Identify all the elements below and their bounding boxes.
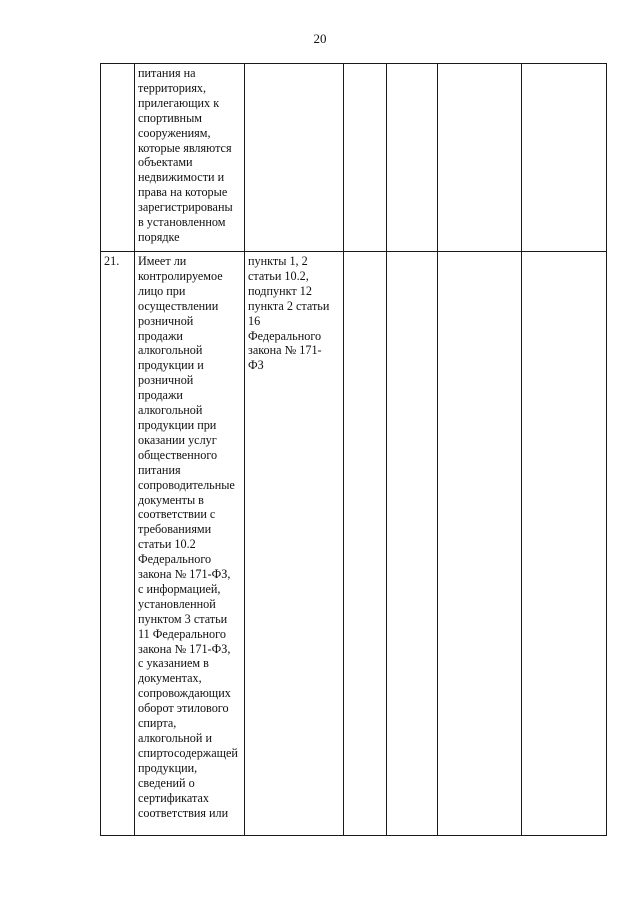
text-line: с информацией, bbox=[138, 581, 221, 596]
text-line: установленной bbox=[138, 596, 216, 611]
text-line: пункты 1, 2 bbox=[248, 254, 308, 268]
text-line: розничной bbox=[138, 313, 194, 328]
text-line: порядке bbox=[138, 229, 180, 244]
empty-cell bbox=[522, 64, 607, 252]
table-row bbox=[101, 252, 607, 836]
text-line: требованиями bbox=[138, 522, 212, 537]
text-line: общественного bbox=[138, 447, 218, 462]
text-line: осуществлении bbox=[138, 298, 219, 313]
text-line: 11 Федерального bbox=[138, 626, 226, 641]
text-line: алкогольной bbox=[138, 343, 203, 358]
text-line: статьи 10.2 bbox=[138, 537, 196, 552]
text-line: сооружениям, bbox=[138, 125, 211, 140]
legal-reference-cell bbox=[245, 64, 344, 252]
text-line: продажи bbox=[138, 388, 183, 403]
text-line: питания на bbox=[138, 66, 196, 80]
text-line: Федерального bbox=[248, 328, 322, 343]
text-line: сведений о bbox=[138, 775, 195, 790]
text-line: подпункт 12 bbox=[248, 283, 312, 298]
empty-cell bbox=[344, 64, 387, 252]
requirements-table bbox=[100, 63, 607, 836]
text-line: сертификатах bbox=[138, 790, 209, 805]
text-line: закона № 171-ФЗ, bbox=[138, 641, 231, 656]
page-number: 20 bbox=[313, 31, 327, 46]
text-line: Федерального bbox=[138, 552, 212, 567]
text-line: закона № 171-ФЗ, bbox=[138, 567, 231, 582]
text-line: права на которые bbox=[138, 185, 228, 200]
text-line: продукции и bbox=[138, 358, 204, 373]
text-line: сопроводительные bbox=[138, 477, 235, 492]
text-line: Имеет ли bbox=[138, 254, 187, 268]
text-line: сопровождающих bbox=[138, 686, 231, 701]
empty-cell bbox=[522, 252, 607, 836]
text-line: объектами bbox=[138, 155, 193, 170]
text-line: документы в bbox=[138, 492, 204, 507]
text-line: продукции, bbox=[138, 760, 198, 775]
text-line: спортивным bbox=[138, 110, 202, 125]
text-line: продукции при bbox=[138, 417, 217, 432]
text-line: территориях, bbox=[138, 80, 207, 95]
row-number-cell: 21. bbox=[101, 252, 135, 836]
question-cell bbox=[135, 252, 245, 836]
empty-cell bbox=[438, 252, 522, 836]
question-cell bbox=[135, 64, 245, 252]
text-line: пунктом 3 статьи bbox=[138, 611, 228, 626]
text-line: 16 bbox=[248, 313, 261, 328]
empty-cell bbox=[387, 252, 438, 836]
text-line: документах, bbox=[138, 671, 202, 686]
empty-cell bbox=[387, 64, 438, 252]
text-line: лицо при bbox=[138, 283, 186, 298]
text-line: прилегающих к bbox=[138, 95, 220, 110]
text-line: статьи 10.2, bbox=[248, 268, 309, 283]
empty-cell bbox=[438, 64, 522, 252]
text-line: в установленном bbox=[138, 215, 226, 230]
text-line: продажи bbox=[138, 328, 183, 343]
text-line: недвижимости и bbox=[138, 170, 225, 185]
empty-cell bbox=[344, 252, 387, 836]
text-line: питания bbox=[138, 462, 181, 477]
text-line: розничной bbox=[138, 373, 194, 388]
text-line: спиртосодержащей bbox=[138, 745, 238, 760]
text-line: оказании услуг bbox=[138, 432, 217, 447]
text-line: закона № 171- bbox=[248, 343, 322, 358]
text-line: пункта 2 статьи bbox=[248, 298, 330, 313]
text-line: контролируемое bbox=[138, 268, 223, 283]
text-line: с указанием в bbox=[138, 656, 209, 671]
text-line: алкогольной bbox=[138, 403, 203, 418]
text-line: алкогольной и bbox=[138, 731, 212, 745]
text-line: соответствии с bbox=[138, 507, 216, 522]
text-line: соответствия или bbox=[138, 805, 229, 820]
legal-reference-cell bbox=[245, 252, 344, 836]
text-line: зарегистрированы bbox=[138, 200, 233, 215]
text-line: которые являются bbox=[138, 140, 232, 155]
row-number-cell bbox=[101, 64, 135, 252]
table-row bbox=[101, 64, 607, 252]
text-line: оборот этилового bbox=[138, 701, 229, 716]
text-line: ФЗ bbox=[248, 358, 264, 373]
text-line: спирта, bbox=[138, 716, 177, 731]
